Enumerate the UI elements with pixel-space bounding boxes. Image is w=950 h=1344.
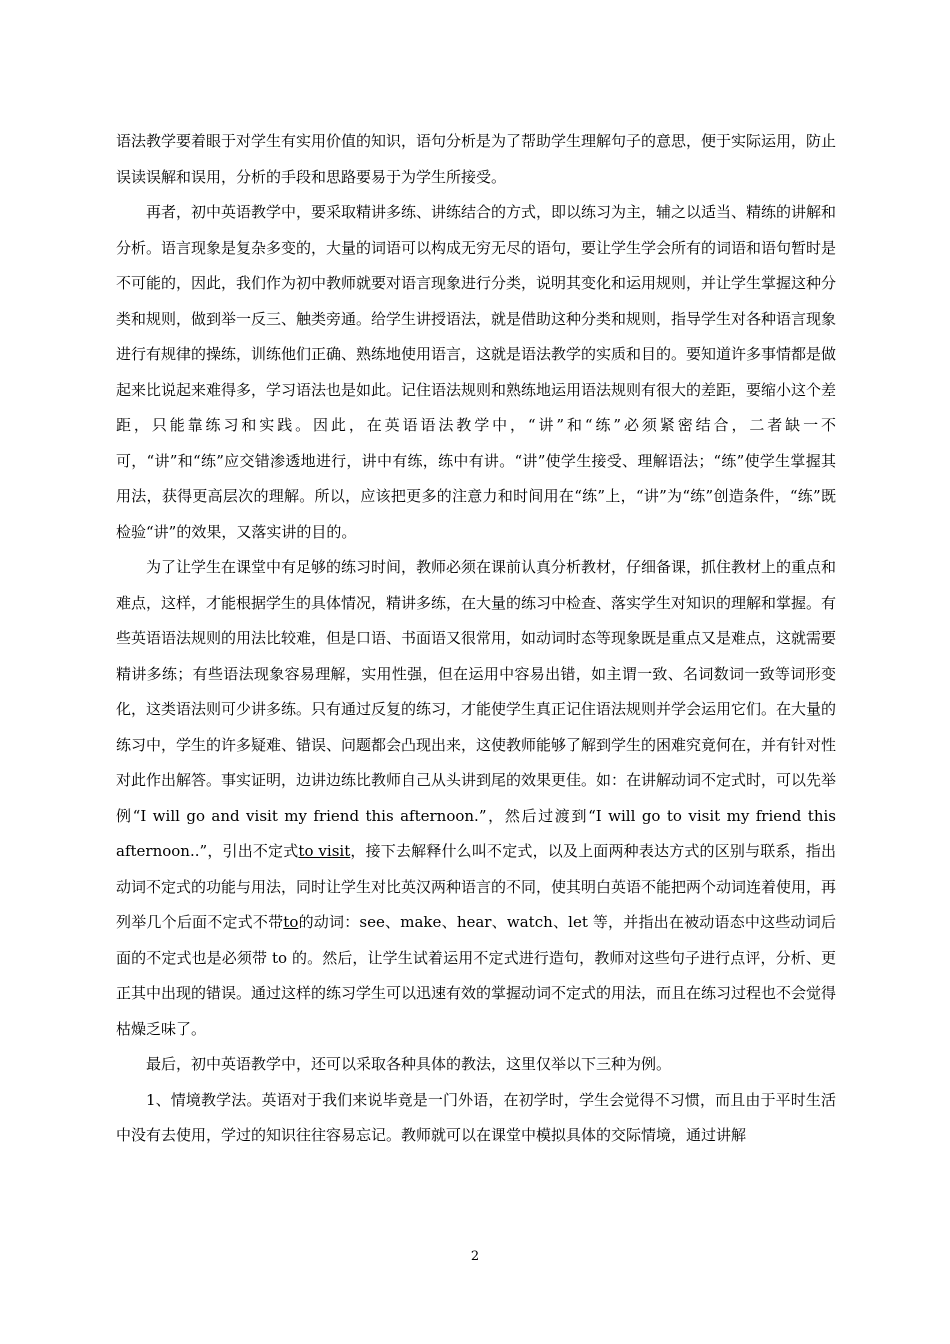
page-number: 2: [470, 1249, 480, 1264]
text-segment: 语法教学要着眼于对学生有实用价值的知识，语句分析是为了帮助学生理解句子的意思，便于实际运用，防止误读误解和误用，分析的手段和思路要易于为学生所接受。: [116, 132, 837, 186]
paragraph-p3: [116, 550, 836, 1047]
paragraph-p1: [116, 124, 836, 195]
text-segment: 1、情境教学法。英语对于我们来说毕竟是一门外语，在初学时，学生会觉得不习惯，而且由于平时生活中没有去使用，学过的知识往往容易忘记。教师就可以在课堂中模拟具体的交际情境，通过讲解: [116, 1090, 836, 1144]
text-segment: 的动词：see、make、hear、watch、let 等，并指出在被动语态中这些动词后面的不定式也是必须带 to 的。然后，让学生试着运用不定式进行造句，教师对这些句子进行点评，分析、更正其中出现的错误。通过这样的练习学生可以迅速有效的掌握动词不定式的用法，而且在练习过程也不会觉得枯燥乏味了。: [116, 913, 837, 1038]
paragraph-p5: [116, 1083, 836, 1154]
text-segment: ，接下去解释什么叫不定式，以及上面两种表达方式的区别与联系，指出动词不定式的功能与用法，同时让学生对比英汉两种语言的不同，使其明白英语不能把两个动词连着使用，再列举几个后面不定式不带: [116, 842, 837, 931]
paragraph-p4: [116, 1047, 836, 1083]
text-segment: 为了让学生在课堂中有足够的练习时间，教师必须在课前认真分析教材，仔细备课，抓住教材上的重点和难点，这样，才能根据学生的具体情况，精讲多练，在大量的练习中检查、落实学生对知识的理解和掌握。有些英语语法规则的用法比较难，但是口语、书面语又很常用，如动词时态等现象既是重点又是难点，这就需要精讲多练；有些语法现象容易理解，实用性强，但在运用中容易出错，如主谓一致、名词数词一致等词形变化，这类语法则可少讲多练。只有通过反复的练习，才能使学生真正记住语法规则并学会运用它们。在大量的练习中，学生的许多疑难、错误、问题都会凸现出来，这使教师能够了解到学生的困难究竟何在，并有针对性对此作出解答。事实证明，边讲边练比教师自己从头讲到尾的效果更佳。如：在讲解动词不定式时，可以先举例“I will go and visit my friend this afternoon.”，然后过渡到“I will go to visit my friend this afternoon..”，引出不定式: [116, 558, 837, 860]
text-segment: 再者，初中英语教学中，要采取精讲多练、讲练结合的方式，即以练习为主，辅之以适当、精练的讲解和分析。语言现象是复杂多变的，大量的词语可以构成无穷无尽的语句，要让学生学会所有的词语和语句暂时是不可能的，因此，我们作为初中教师就要对语言现象进行分类，说明其变化和运用规则，并让学生掌握这种分类和规则，做到举一反三、触类旁通。给学生讲授语法，就是借助这种分类和规则，指导学生对各种语言现象进行有规律的操练，训练他们正确、熟练地使用语言，这就是语法教学的实质和目的。要知道许多事情都是做起来比说起来难得多，学习语法也是如此。记住语法规则和熟练地运用语法规则有很大的差距，要缩小这个差距，只能靠练习和实践。因此，在英语语法教学中，“讲”和“练”必须紧密结合，二者缺一不可，“讲”和“练”应交错渗透地进行，讲中有练，练中有讲。“讲”使学生接受、理解语法；“练”使学生掌握其用法，获得更高层次的理解。所以，应该把更多的注意力和时间用在“练”上，“讲”为“练”创造条件，“练”既检验“讲”的效果，又落实讲的目的。: [116, 203, 837, 541]
text-segment: 最后，初中英语教学中，还可以采取各种具体的教法，这里仅举以下三种为例。: [146, 1055, 672, 1073]
underlined-term: to visit: [298, 842, 351, 860]
document-body: [116, 124, 836, 1154]
underlined-term: to: [283, 913, 299, 931]
paragraph-p2: [116, 195, 836, 550]
